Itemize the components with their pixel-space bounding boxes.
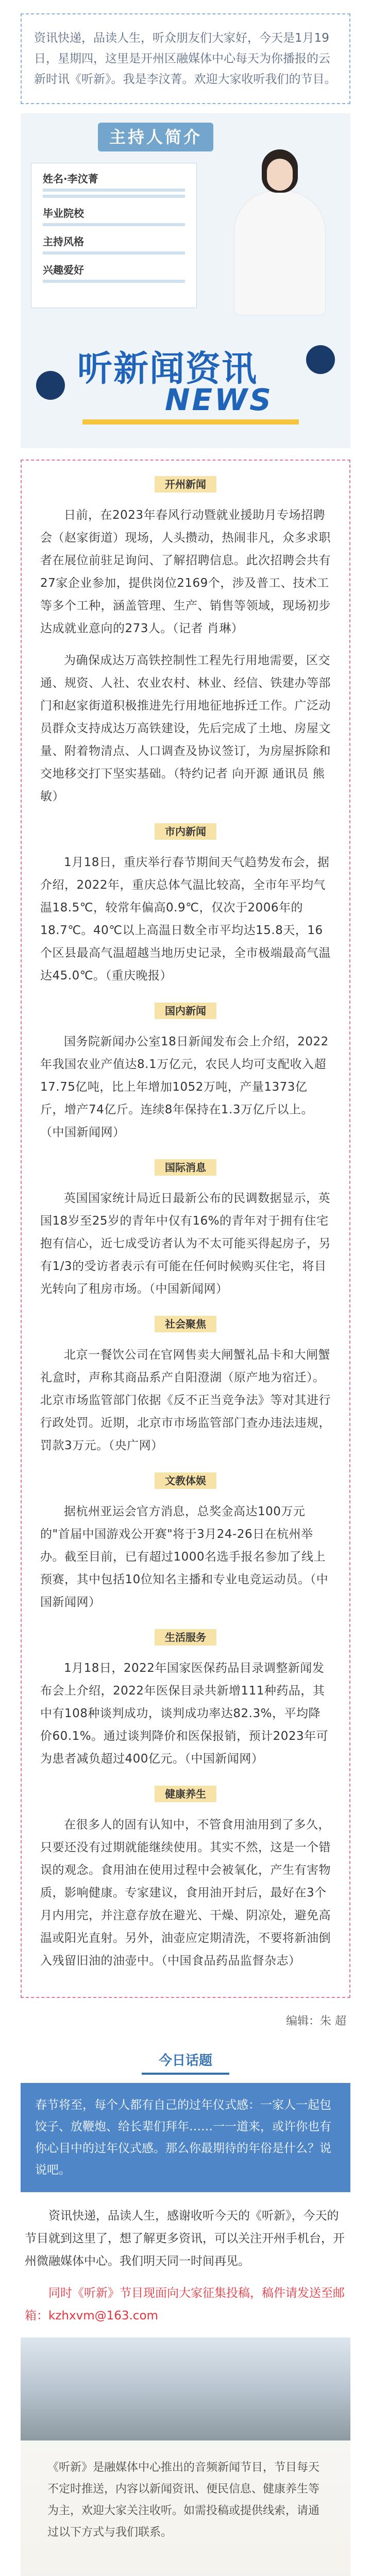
section-tag: 健康养生 [155,1786,216,1802]
section-tag: 开州新闻 [155,476,216,493]
outro-text: 资讯快递，品读人生，感谢收听今天的《听新》，今天的节目就到这里了，想了解更多资讯，可以关注开州手机台，开州微融媒体中心。我们明天同一时间再见。 [25,2209,345,2268]
section-tag: 国际消息 [155,1159,216,1176]
host-hobby-label: 兴趣爱好 [43,264,84,276]
news-paragraph: 在很多人的固有认知中，不管食用油用到了多久，只要还没有过期就能继续使用。其实不然，这是一个错误的观念。食用油在使用过程中会被氧化，产生有害物质，影响健康。专家建议，食用油开封后，最好在3个月内用完，并注意存放在避光、干燥、阴凉处，避免高温或阳光直射。另外，油壶应定期清洗，不要将新油倒入残留旧油的油壶中。（中国食品药品监督杂志） [40,1818,331,1968]
logo-accent-bar [82,419,299,425]
section-tag: 社会聚焦 [155,1316,216,1332]
host-name-label: 姓名·李汶菁 [43,173,98,185]
bottom-rules: 《听新》是融媒体中心推出的音频新闻节目，节目每天不定时推送，内容以新闻资讯、便民信息、健康养生等为主，欢迎大家关注收听。如需投稿或提供线索，请通过以下方式与我们联系。 [47,2461,320,2539]
today-topic-box [21,2083,350,2192]
news-content [21,460,350,1998]
host-photo [224,149,332,314]
news-paragraph: 日前，在2023年春风行动暨就业援助月专场招聘会（赵家街道）现场，人头攒动，热闹非凡，众多求职者在展位前驻足询问、了解招聘信息。此次招聘会共有27家企业参加，提供岗位2169个，涉及普工、技术工等多个工种，涵盖管理、生产、销售等领域，现场初步达成就业意向的273人。（记者 肖琳） [40,509,331,635]
host-section [21,113,350,325]
intro-text: 资讯快递，品读人生，听众朋友们大家好，今天是1月19日，星期四，这里是开州区融媒体中心每天为你播报的云新时讯《听新》。我是李汶菁。欢迎大家收听我们的节目。 [34,31,336,86]
section-tag: 生活服务 [155,1629,216,1646]
news-paragraph: 据杭州亚运会官方消息，总奖金高达100万元的"首届中国游戏公开赛"将于3月24-26日在杭州举办。截至目前，已有超过1000名选手报名参加了线上预赛，其中包括10位知名主播和专业电竞运动员。（中国新闻网） [40,1505,329,1609]
host-banner: 主持人简介 [98,123,213,151]
logo-subtitle: NEWS [165,382,273,417]
microphone-icon [36,371,65,400]
program-logo [21,325,350,448]
lake-photo [21,2337,350,2441]
section-tag: 市内新闻 [155,823,216,840]
news-paragraph: 为确保成达万高铁控制性工程先行用地需要，区交通、规资、人社、农业农村、林业、经信、铁建办等部门和赵家街道积极推进先行用地征地拆迁工作。广泛动员群众支持成达万高铁建设，先后完成了土地、房屋文量、附着物清点、人口调查及协议签订，为房屋拆除和交地移交打下坚实基础。（特约记者 向开源 通讯员 熊敏） [40,654,331,803]
logo-title: 听新闻资讯 [77,349,258,389]
today-topic-title: 今日话题 [142,2049,229,2075]
intro-box [21,13,350,104]
submission-prefix: 同时《听新》节目现面向大家征集投稿，稿件请发送至邮箱： [25,2286,345,2323]
news-paragraph: 英国国家统计局近日最新公布的民调数据显示，英国18岁至25岁的青年中仅有16%的青年对于拥有住宅抱有信心，近七成受访者认为不太可能买得起房子，另有1/3的受访者表示有可能在任何时候购买住宅，将目光转向了租房市场。（中国新闻网） [40,1192,331,1296]
submission-email[interactable]: kzhxvm@163.com [48,2309,158,2323]
host-card [31,163,197,308]
host-school-label: 毕业院校 [43,207,84,219]
news-paragraph: 北京一餐饮公司在官网售卖大闸蟹礼品卡和大闸蟹礼盒时，声称其商品系产自阳澄湖（原产地为宿迁）。北京市场监管部门依据《反不正当竞争法》等对其进行行政处罚。近期，北京市市场监管部门查办违法违规，罚款3万元。（央广网） [40,1348,331,1452]
news-paragraph: 1月18日，重庆举行春节期间天气趋势发布会，据介绍，2022年，重庆总体气温比较高，全市年平均气温18.5℃，较常年偏高0.9℃，仅次于2006年的18.7℃。40℃以上高温日数全市平均达15.8天，16个区县最高气温超越当地历史记录，全市极端最高气温达45.0℃。（重庆晚报） [40,856,331,982]
host-style-label: 主持风格 [43,235,84,248]
section-tag: 文教体娱 [155,1472,216,1489]
today-topic-text: 春节将至，每个人都有自己的过年仪式感：一家人一起包饺子、放鞭炮、给长辈们拜年……一一道来，或许你也有你心目中的过年仪式感。那么你最期待的年俗是什么？说说吧。 [35,2098,331,2177]
bottom-card [21,2337,350,2576]
section-tag: 国内新闻 [155,1003,216,1019]
microphone-icon [306,345,335,374]
editor-credit: 编辑：朱 超 [286,2015,346,2028]
news-paragraph: 1月18日，2022年国家医保药品目录调整新闻发布会上介绍，2022年医保目录共新增111种药品，其中有108种谈判成功，谈判成功率达82.3%，平均降价60.1%。通过谈判降价和医保报销，预计2023年可为患者减负超过400亿元。（中国新闻网） [40,1662,329,1766]
news-paragraph: 国务院新闻办公室18日新闻发布会上介绍，2022年我国农业产值达8.1万亿元，农民人均可支配收入超17.75亿吨，比上年增加1052万吨，产量1373亿斤，增产74亿斤。连续8年保持在1.3万亿斤以上。（中国新闻网） [40,1035,329,1139]
submission-notice [25,2282,346,2327]
